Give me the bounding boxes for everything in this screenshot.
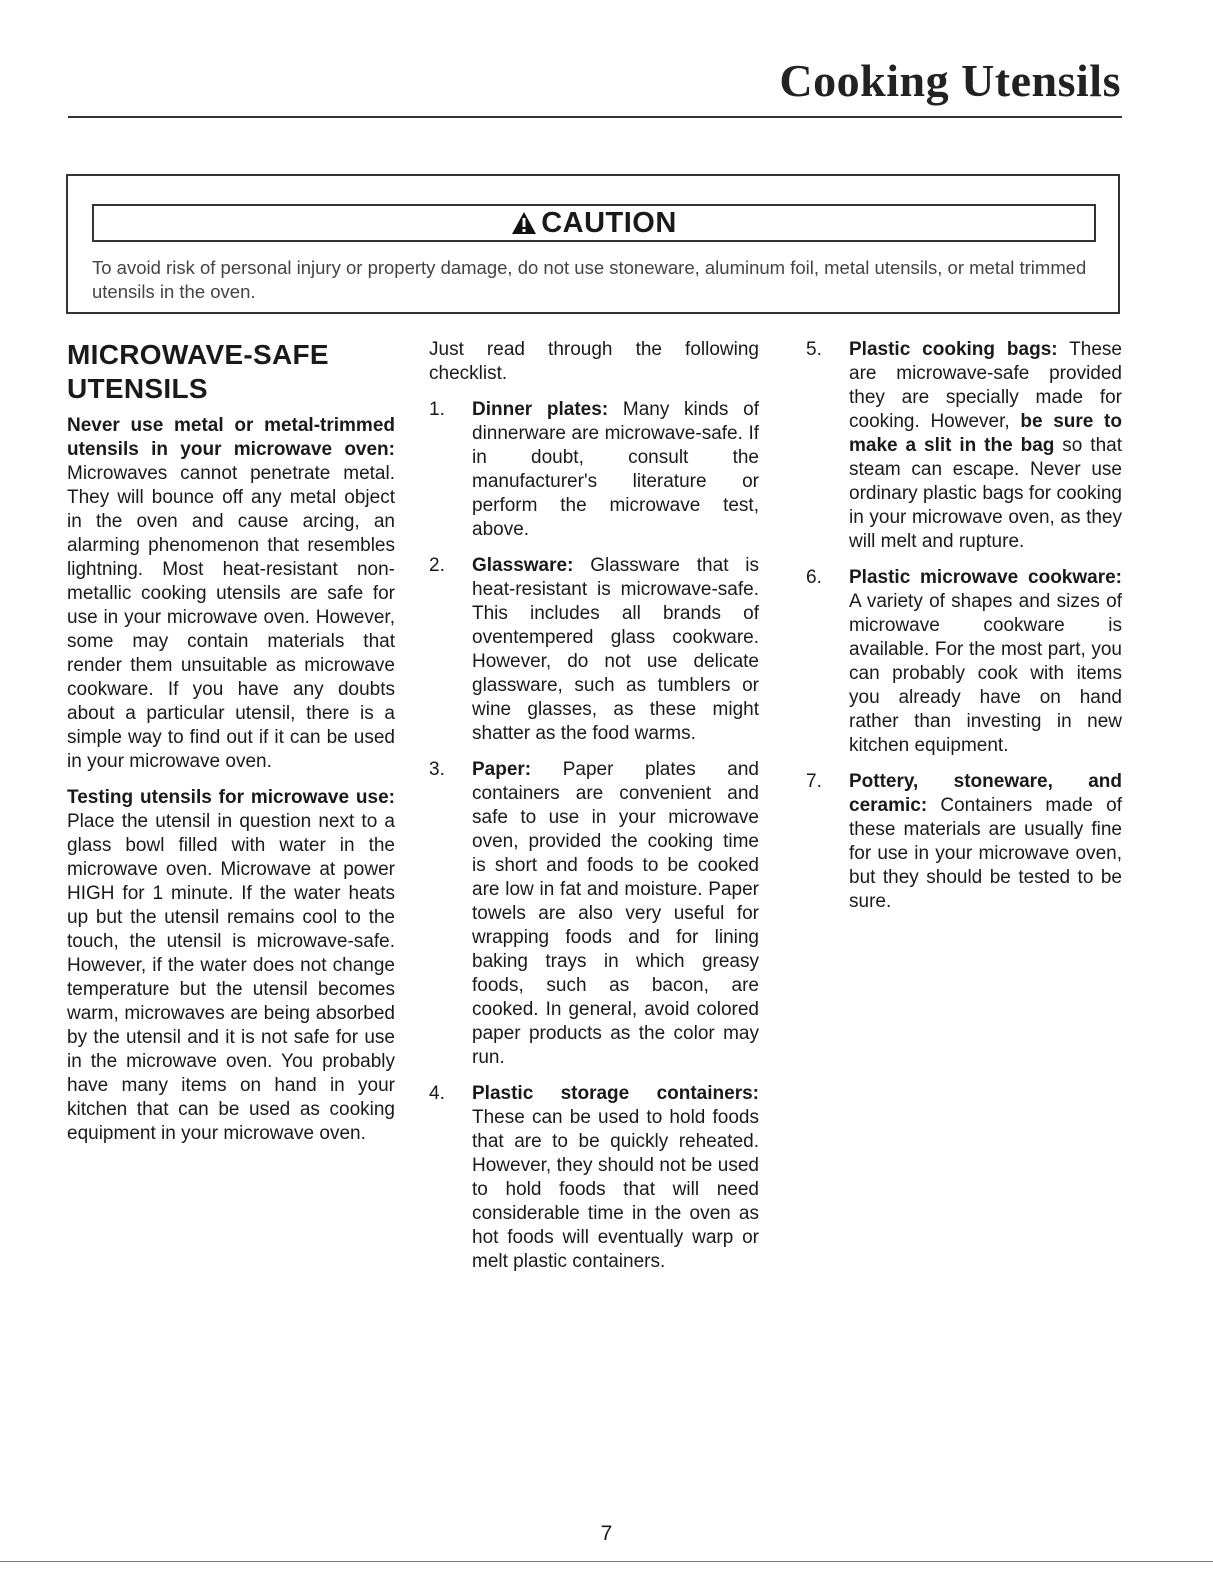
list-item: 2. Glassware: Glassware that is heat-resistant is microwave-safe. This includes all brands of oventempered glass cookware. However, do not use delicate glassware, such as tumblers or wine glasses, as these might shatter as the food warms. xyxy=(429,555,759,744)
list-item: 3. Paper: Paper plates and containers are convenient and safe to use in your microwave oven, provided the cooking time is short and foods to be cooked are low in fat and moisture. Paper towels are also very useful for wrapping foods and for lining baking trays in which greasy foods, such as bacon, are cooked. In general, avoid colored paper products as the color may run. xyxy=(429,759,759,1068)
list-item: 7. Pottery, stoneware, and ceramic: Containers made of these materials are usually fine for use in your microwave oven, but they should be tested to be sure. xyxy=(806,771,1122,912)
section-heading: MICROWAVE-SAFE UTENSILS xyxy=(67,339,329,404)
list-item: 4. Plastic storage containers: These can be used to hold foods that are to be quickly reheated. However, they should not be used to hold foods that will need considerable time in the oven as hot foods will eventually warp or melt plastic containers. xyxy=(429,1083,759,1272)
column-middle xyxy=(429,338,759,1286)
checklist-intro: Just read through the following checklist. xyxy=(429,339,759,384)
warning-triangle-icon xyxy=(511,211,537,235)
paragraph-testing-utensils: Testing utensils for microwave use: Place the utensil in question next to a glass bowl filled with water in the microwave oven. Microwave at power HIGH for 1 minute. If the water heats up but the utensil remains cool to the touch, the utensil is microwave-safe. However, if the water does not change temperature but the utensil becomes warm, microwaves are being absorbed by the utensil and it is not safe for use in the microwave oven. You probably have many items on hand in your kitchen that can be used as cooking equipment in your microwave oven. xyxy=(67,787,395,1144)
caution-header xyxy=(92,204,1096,242)
list-item: 5. Plastic cooking bags: These are microwave-safe provided they are specially made for cooking. However, be sure to make a slit in the bag so that steam can escape. Never use ordinary plastic bags for cooking in your microwave oven, as they will melt and rupture. xyxy=(806,339,1122,552)
caution-label: CAUTION xyxy=(541,207,677,239)
column-right xyxy=(806,338,1122,926)
caution-text: To avoid risk of personal injury or property damage, do not use stoneware, aluminum foil, metal utensils, or metal trimmed utensils in the oven. xyxy=(92,257,1087,302)
column-left xyxy=(67,338,395,1158)
list-item: 6. Plastic microwave cookware: A variety of shapes and sizes of microwave cookware is available. For the most part, you can probably cook with items you already have on hand rather than investing in new kitchen equipment. xyxy=(806,567,1122,756)
page-title: Cooking Utensils xyxy=(779,55,1121,106)
paragraph-metal-warning: Never use metal or metal-trimmed utensils in your microwave oven: Microwaves cannot penetrate metal. They will bounce off any metal object in the oven and cause arcing, an alarming phenomenon that resembles lightning. Most heat-resistant non-metallic cooking utensils are safe for use in your microwave oven. However, some may contain materials that render them unsuitable as microwave cookware. If you have any doubts about a particular utensil, there is a simple way to find out if it can be used in your microwave oven. xyxy=(67,415,395,772)
bottom-rule xyxy=(0,1561,1213,1562)
caution-box xyxy=(66,174,1120,314)
list-item: 1. Dinner plates: Many kinds of dinnerware are microwave-safe. If in doubt, consult the manufacturer's literature or perform the microwave test, above. xyxy=(429,399,759,540)
page-number: 7 xyxy=(600,1522,613,1545)
title-rule xyxy=(68,116,1122,118)
